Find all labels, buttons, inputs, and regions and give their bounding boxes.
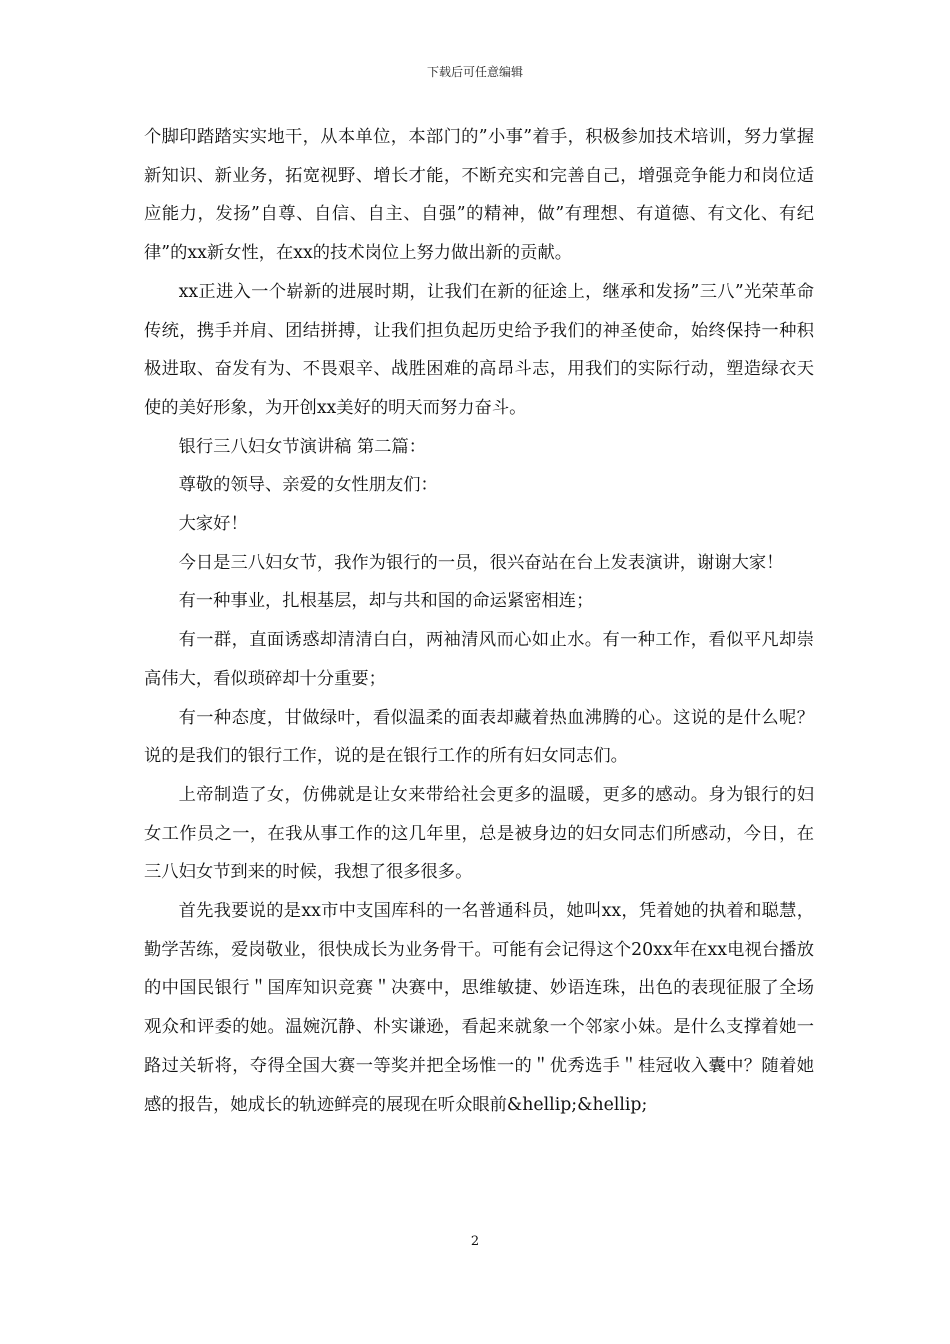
paragraph: 有一种事业，扎根基层，却与共和国的命运紧密相连； bbox=[178, 591, 594, 612]
paragraph: 有一群，直面诱惑却清清白白，两袖清风而心如止水。有一种工作，看似平凡却崇高伟大，看似琐碎却十分重要； bbox=[144, 630, 814, 689]
paragraph: 有一种态度，甘做绿叶，看似温柔的面表却藏着热血沸腾的心。这说的是什么呢？说的是我们的银行工作，说的是在银行工作的所有妇女同志们。 bbox=[144, 707, 814, 767]
page-number: 2 bbox=[470, 1234, 480, 1249]
page-header: 下载后可任意编辑 bbox=[426, 65, 523, 79]
paragraph: xx正进入一个崭新的进展时期，让我们在新的征途上，继承和发扬”三八”光荣革命传统，携手并肩、团结拼搏，让我们担负起历史给予我们的神圣使命，始终保持一种积极进取、奋发有为、不畏艰辛、战胜困难的高昂斗志，用我们的实际行动，塑造绿衣天使的美好形象，为开创xx美好的明天而努力奋斗。 bbox=[144, 281, 814, 418]
paragraph: 上帝制造了女，仿佛就是让女来带给社会更多的温暖，更多的感动。身为银行的妇女工作员之一，在我从事工作的这几年里，总是被身边的妇女同志们所感动，今日，在三八妇女节到来的时候，我想了很多很多。 bbox=[144, 784, 814, 883]
paragraph: 个脚印踏踏实实地干，从本单位，本部门的”小事”着手，积极参加技术培训，努力掌握新知识、新业务，拓宽视野、增长才能，不断充实和完善自己，增强竞争能力和岗位适应能力，发扬”自尊、自信、自主、自强”的精神，做”有理想、有道德、有文化、有纪律”的xx新女性，在xx的技术岗位上努力做出新的贡献。 bbox=[144, 127, 814, 264]
paragraph: 首先我要说的是xx市中支国库科的一名普通科员，她叫xx，凭着她的执着和聪慧，勤学苦练，爱岗敬业，很快成长为业务骨干。可能有会记得这个20xx年在xx电视台播放的中国民银行＂国库知识竞赛＂决赛中，思维敏捷、妙语连珠，出色的表现征服了全场观众和评委的她。温婉沉静、朴实谦逊，看起来就象一个邻家小妹。是什么支撑着她一路过关斩将，夺得全国大赛一等奖并把全场惟一的＂优秀选手＂桂冠收入囊中？随着她感的报告，她成长的轨迹鲜亮的展现在听众眼前&hellip;&hellip; bbox=[144, 901, 814, 1115]
document-body bbox=[144, 118, 814, 1124]
paragraph: 今日是三八妇女节，我作为银行的一员，很兴奋站在台上发表演讲，谢谢大家！ bbox=[178, 552, 784, 573]
section-heading: 银行三八妇女节演讲稿 第二篇： bbox=[178, 436, 427, 457]
salutation: 尊敬的领导、亲爱的女性朋友们： bbox=[178, 475, 438, 496]
greeting: 大家好！ bbox=[178, 514, 248, 535]
